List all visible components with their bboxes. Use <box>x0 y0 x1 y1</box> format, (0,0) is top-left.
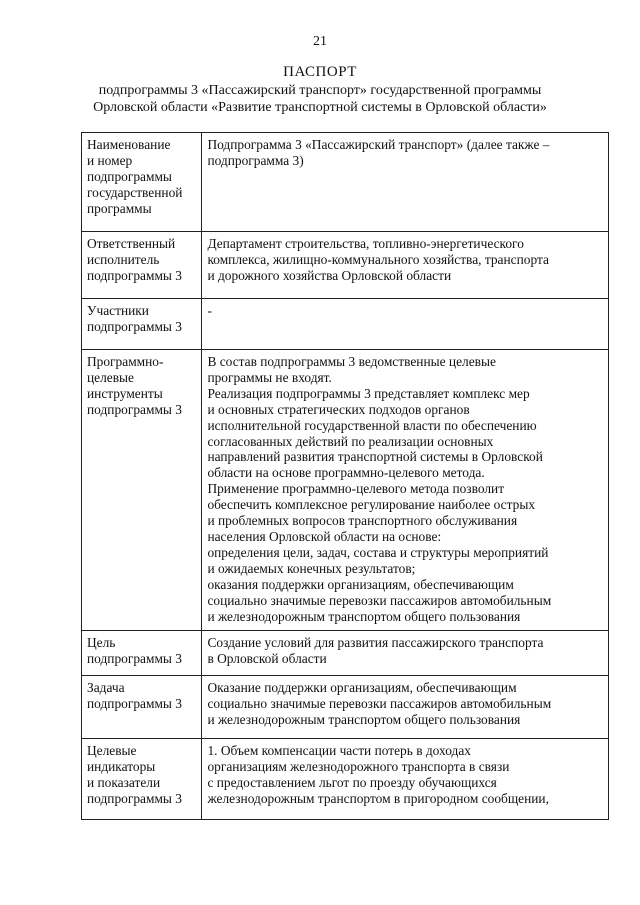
row-label-cell <box>82 631 202 676</box>
row-value-line: в Орловской области <box>207 651 327 667</box>
row-label-line: и номер <box>87 152 133 168</box>
table-row <box>82 739 609 820</box>
row-value-line: Применение программно-целевого метода позволит <box>207 481 505 497</box>
row-value-line: и железнодорожным транспортом общего пользования <box>207 712 521 728</box>
table-row <box>82 350 609 631</box>
row-value-line: Оказание поддержки организациям, обеспечивающим <box>207 680 517 696</box>
row-value-line: обеспечить комплексное регулирование наиболее острых <box>207 497 536 513</box>
row-value-line: направлений развития транспортной системы в Орловской <box>207 449 543 465</box>
table-row <box>82 232 609 299</box>
row-value-line: и ожидаемых конечных результатов; <box>207 560 416 576</box>
row-value-line: 1. Объем компенсации части потерь в доходах <box>207 743 471 759</box>
row-label-line: подпрограммы <box>87 168 172 184</box>
row-label-line: индикаторы <box>87 759 156 775</box>
row-label-line: Целевые <box>87 743 137 759</box>
row-value-cell <box>202 299 609 350</box>
row-value-line: области на основе программно-целевого метода. <box>207 465 485 481</box>
row-value-cell <box>202 232 609 299</box>
row-value-line: и проблемных вопросов транспортного обслуживания <box>207 513 518 529</box>
table-row <box>82 133 609 232</box>
row-label-line: Наименование <box>87 137 171 152</box>
row-label-line: подпрограммы 3 <box>87 791 182 807</box>
row-value-line: организациям железнодорожного транспорта в связи <box>207 759 510 775</box>
row-label-line: Ответственный <box>87 236 176 251</box>
row-value-line: железнодорожным транспортом в пригородном сообщении, <box>207 791 549 807</box>
row-label-line: государственной <box>87 184 183 200</box>
row-label-cell <box>82 350 202 631</box>
row-label-line: исполнитель <box>87 251 160 267</box>
row-label-cell <box>82 133 202 232</box>
row-label-cell <box>82 739 202 820</box>
row-value-cell <box>202 676 609 739</box>
row-value-line: и основных стратегических подходов органов <box>207 401 470 417</box>
document-subtitle <box>40 82 600 116</box>
row-value-line: социально значимые перевозки пассажиров автомобильным <box>207 696 552 712</box>
row-value-line: Департамент строительства, топливно-энергетического <box>207 236 524 251</box>
row-value-cell <box>202 133 609 232</box>
row-value-line: Создание условий для развития пассажирского транспорта <box>207 635 544 651</box>
row-label-line: и показатели <box>87 775 161 791</box>
row-value-line: В состав подпрограммы 3 ведомственные целевые <box>207 354 496 369</box>
row-label-line: Участники <box>87 303 149 318</box>
row-label-line: целевые <box>87 369 134 385</box>
row-value-line: исполнительной государственной власти по обеспечению <box>207 417 537 433</box>
row-value-line: оказания поддержки организациям, обеспечивающим <box>207 576 514 592</box>
row-value-line: и железнодорожным транспортом общего пользования <box>207 608 521 624</box>
subtitle-line: подпрограммы 3 «Пассажирский транспорт» государственной программы <box>98 83 542 98</box>
row-value-line: - <box>207 303 212 318</box>
row-label-cell <box>82 676 202 739</box>
row-value-line: и дорожного хозяйства Орловской области <box>207 267 452 283</box>
row-value-line: Реализация подпрограммы 3 представляет комплекс мер <box>207 385 530 401</box>
passport-table <box>81 132 609 820</box>
row-value-line: социально значимые перевозки пассажиров автомобильным <box>207 592 552 608</box>
row-value-line: населения Орловской области на основе: <box>207 528 442 544</box>
row-label-line: подпрограммы 3 <box>87 267 182 283</box>
row-value-line: комплекса, жилищно-коммунального хозяйства, транспорта <box>207 251 549 267</box>
row-value-line: с предоставлением льгот по проезду обучающихся <box>207 775 497 791</box>
passport-table-body <box>82 133 609 820</box>
row-value-line: подпрограмма 3) <box>207 152 304 168</box>
row-value-line: определения цели, задач, состава и структуры мероприятий <box>207 544 549 560</box>
table-row <box>82 631 609 676</box>
row-label-line: подпрограммы 3 <box>87 401 182 417</box>
document-title: ПАСПОРТ <box>283 64 357 80</box>
row-label-cell <box>82 299 202 350</box>
row-label-line: Программно- <box>87 354 164 369</box>
row-label-line: подпрограммы 3 <box>87 318 182 334</box>
row-label-line: Задача <box>87 680 125 696</box>
row-label-cell <box>82 232 202 299</box>
table-row <box>82 676 609 739</box>
row-value-line: Подпрограмма 3 «Пассажирский транспорт» (далее также – <box>207 137 550 152</box>
row-label-line: программы <box>87 200 152 216</box>
row-label-line: инструменты <box>87 385 163 401</box>
row-value-cell <box>202 350 609 631</box>
row-value-cell <box>202 739 609 820</box>
row-label-line: подпрограммы 3 <box>87 696 182 712</box>
row-value-cell <box>202 631 609 676</box>
row-value-line: программы не входят. <box>207 369 332 385</box>
row-label-line: Цель <box>87 635 116 651</box>
page-number: 21 <box>313 34 327 49</box>
table-row <box>82 299 609 350</box>
row-label-line: подпрограммы 3 <box>87 651 182 667</box>
row-value-line: согласованных действий по реализации основных <box>207 433 494 449</box>
subtitle-line: Орловской области «Развитие транспортной системы в Орловской области» <box>93 100 547 115</box>
